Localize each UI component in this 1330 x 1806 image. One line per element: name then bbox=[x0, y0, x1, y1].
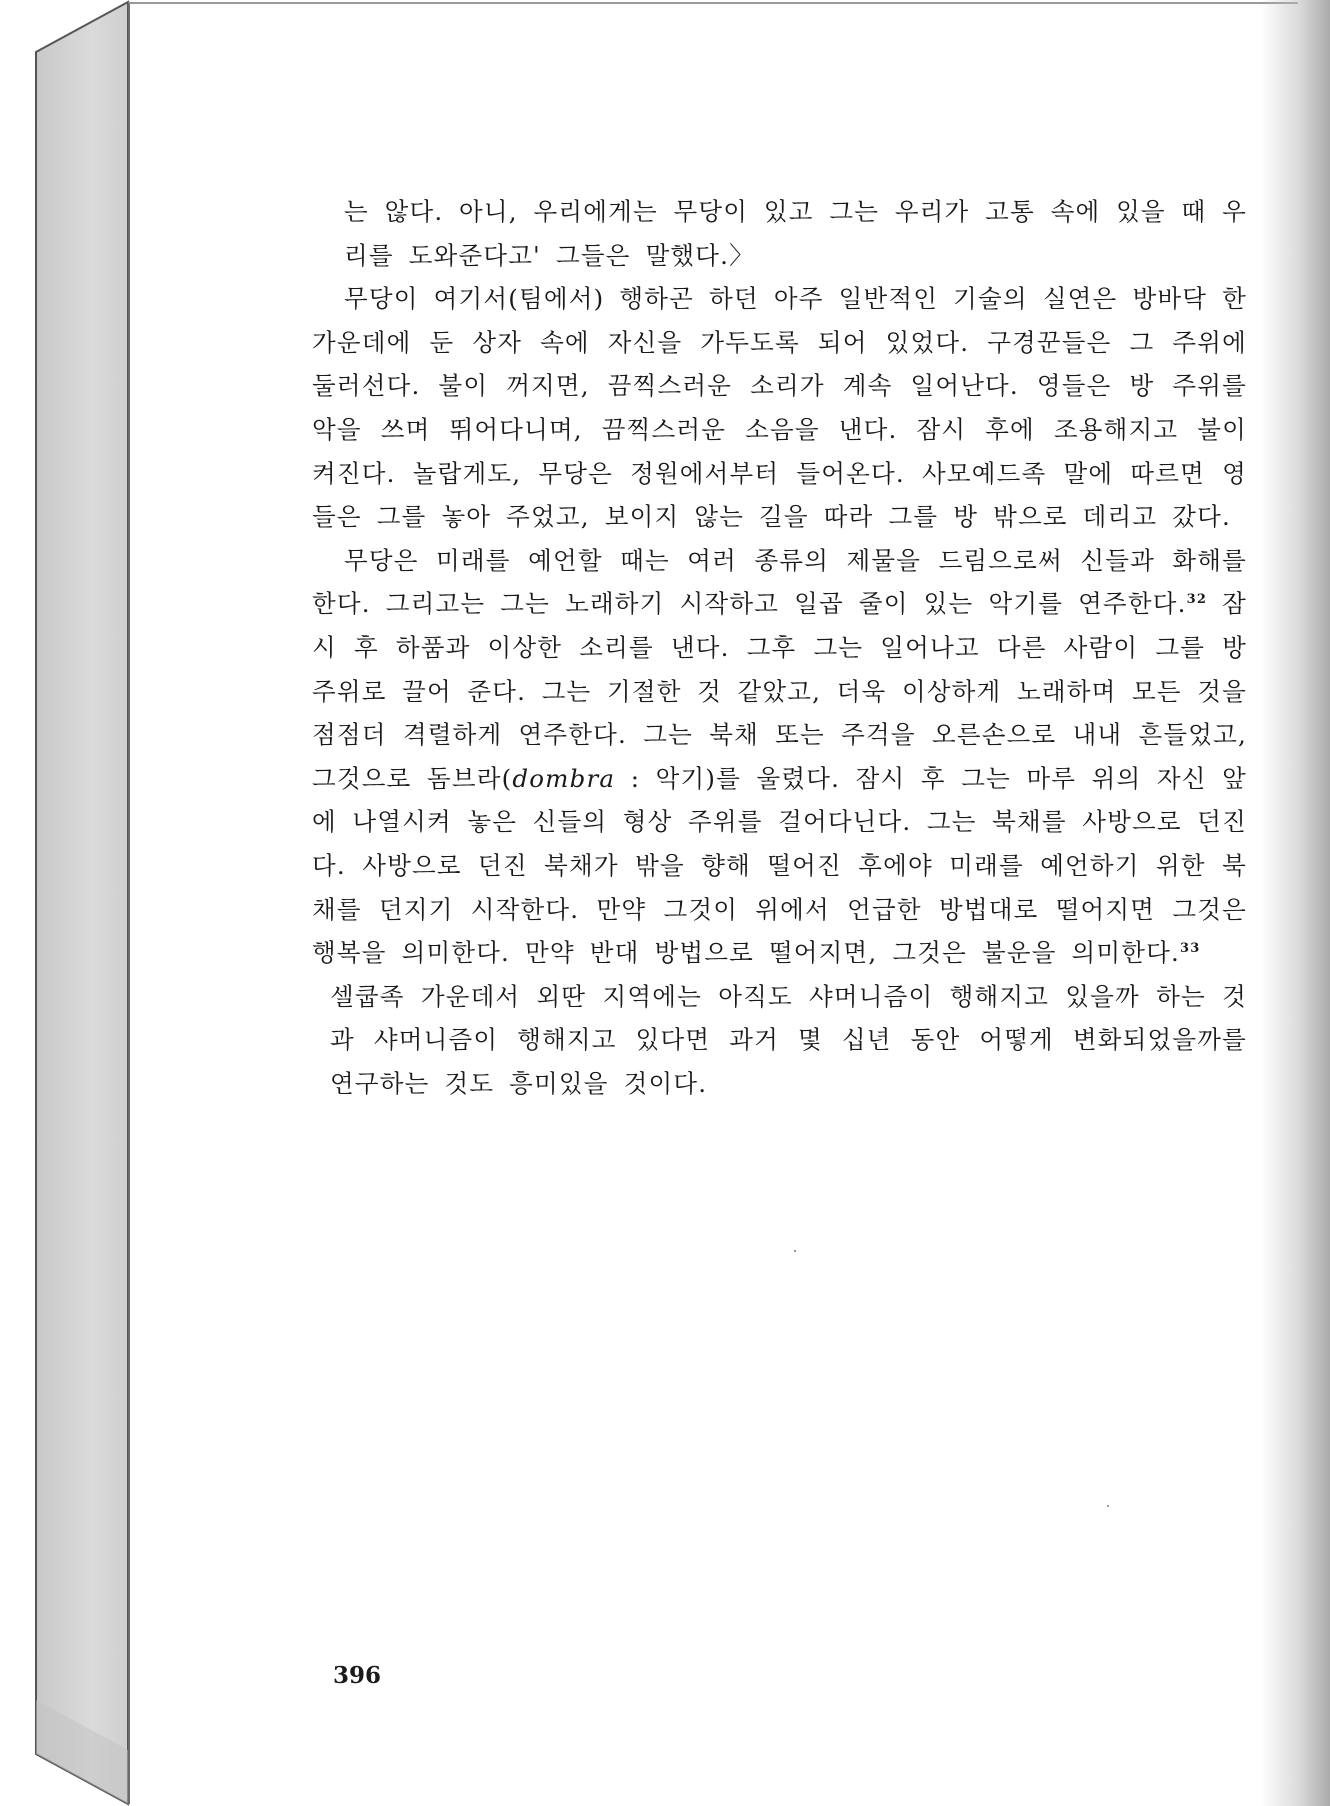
paragraph-continued bbox=[312, 190, 1247, 277]
paragraph-text: 무당은 미래를 예언할 때는 여러 종류의 제물을 드림으로써 신들과 화해를 한다. 그리고는 그는 노래하기 시작하고 일곱 줄이 있는 악기를 연주한다. bbox=[312, 545, 1247, 619]
scan-speck bbox=[794, 1250, 796, 1252]
paragraph-text: 무당이 여기서(팀에서) 행하곤 하던 아주 일반적인 기술의 실연은 방바닥 한가운데에 둔 상자 속에 자신을 가두도록 되어 있었다. 구경꾼들은 그 주위에 둘러선다. 불이 꺼지면, 끔찍스러운 소리가 계속 일어난다. 영들은 방 주위를 악을 쓰며 뛰어다니며, 끔찍스러운 소음을 낸다. 잠시 후에 조용해지고 불이 켜진다. 놀랍게도, 무당은 정원에서부터 들어온다. 사모예드족 말에 따르면 영들은 그를 놓아 주었고, 보이지 않는 길을 따라 그를 방 밖으로 데리고 갔다. bbox=[312, 284, 1247, 532]
scan-speck bbox=[1107, 1505, 1109, 1507]
paragraph-box-trick bbox=[312, 277, 1247, 539]
foreign-term: dombra bbox=[512, 763, 616, 793]
paragraph-selkup bbox=[312, 975, 1247, 1106]
page-edge-shadow bbox=[1260, 0, 1330, 1806]
body-text bbox=[312, 190, 1247, 1105]
paragraph-divination bbox=[312, 539, 1247, 975]
paragraph-text: 셀쿱족 가운데서 외딴 지역에는 아직도 샤머니즘이 행해지고 있을까 하는 것과 샤머니즘이 행해지고 있다면 과거 몇 십년 동안 어떻게 변화되었을까를 연구하는 것도 흥미있을 것이다. bbox=[330, 981, 1247, 1098]
paragraph-text: : 악기)를 울렸다. 잠시 후 그는 마루 위의 자신 앞에 나열시켜 놓은 신들의 형상 주위를 걸어다닌다. 그는 북채를 사방으로 던진다. 사방으로 던진 북채가 밖을 향해 떨어진 후에야 미래를 예언하기 위한 북채를 던지기 시작한다. 만약 그것이 위에서 언급한 방법대로 떨어지면 그것은 행복을 의미한다. 만약 반대 방법으로 떨어지면, 그것은 불운을 의미한다. bbox=[312, 763, 1247, 968]
page-number: 396 bbox=[333, 1662, 382, 1689]
paragraph-text: 는 않다. 아니, 우리에게는 무당이 있고 그는 우리가 고통 속에 있을 때 우리를 도와준다고' 그들은 말했다.〉 bbox=[344, 197, 1247, 270]
footnote-ref-32[interactable]: 32 bbox=[1186, 592, 1208, 608]
footnote-ref-33[interactable]: 33 bbox=[1180, 940, 1201, 956]
paragraph-text: 잠시 후 하품과 이상한 소리를 낸다. 그후 그는 일어나고 다른 사람이 그를 방 주위로 끌어 준다. 그는 기절한 것 같았고, 더욱 이상하게 노래하며 모든 것을 점점더 격렬하게 연주한다. 그는 북채 또는 주걱을 오른손으로 내내 흔들었고, 그것으로 돔브라( bbox=[312, 589, 1247, 793]
